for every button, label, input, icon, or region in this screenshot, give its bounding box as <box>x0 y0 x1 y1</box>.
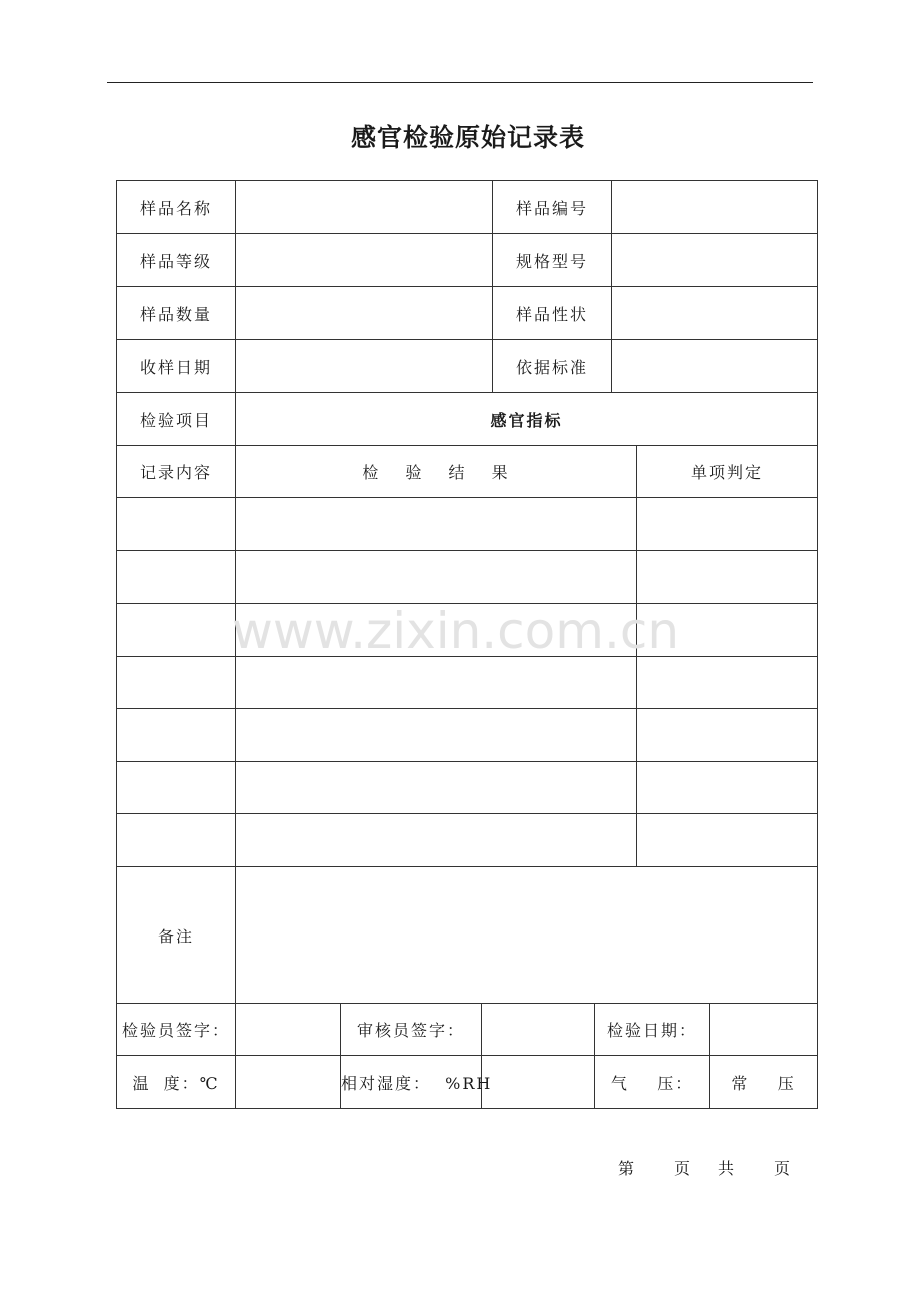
table-row <box>117 814 818 867</box>
page-title: 感官检验原始记录表 <box>350 123 585 152</box>
label-sample-name: 样品名称 <box>117 181 236 234</box>
judgment-cell[interactable] <box>637 709 818 762</box>
row-sample-name <box>117 181 818 234</box>
judgment-cell[interactable] <box>637 657 818 709</box>
footer-page-label: 第 <box>618 1159 635 1178</box>
row-sample-qty <box>117 287 818 340</box>
judgment-cell[interactable] <box>637 604 818 657</box>
label-reviewer-sign: 审核员签字： <box>341 1004 482 1056</box>
header-record-content: 记录内容 <box>117 446 236 498</box>
judgment-cell[interactable] <box>637 814 818 867</box>
judgment-cell[interactable] <box>637 551 818 604</box>
test-result-cell[interactable] <box>236 814 637 867</box>
record-content-cell[interactable] <box>117 814 236 867</box>
page-footer <box>618 1156 790 1179</box>
value-inspector-sign[interactable] <box>236 1004 341 1056</box>
header-test-result: 检 验 结 果 <box>236 446 637 498</box>
test-result-cell[interactable] <box>236 498 637 551</box>
value-reviewer-sign[interactable] <box>482 1004 595 1056</box>
label-spec-model: 规格型号 <box>493 234 612 287</box>
row-remarks <box>117 867 818 1004</box>
record-content-cell[interactable] <box>117 498 236 551</box>
record-content-cell[interactable] <box>117 709 236 762</box>
value-normal-pressure: 常 压 <box>710 1056 818 1109</box>
footer-total-unit: 页 <box>774 1159 791 1178</box>
top-rule <box>107 82 813 83</box>
record-content-cell[interactable] <box>117 604 236 657</box>
header-item-judgment: 单项判定 <box>637 446 818 498</box>
judgment-cell[interactable] <box>637 762 818 814</box>
record-content-cell[interactable] <box>117 657 236 709</box>
value-sample-state[interactable] <box>612 287 818 340</box>
value-humidity[interactable] <box>482 1056 595 1109</box>
label-basis-standard: 依据标准 <box>493 340 612 393</box>
record-table <box>116 180 818 1109</box>
label-humidity: 相对湿度： %RH <box>341 1056 482 1109</box>
value-basis-standard[interactable] <box>612 340 818 393</box>
value-sample-qty[interactable] <box>236 287 493 340</box>
table-row <box>117 498 818 551</box>
value-sample-grade[interactable] <box>236 234 493 287</box>
judgment-cell[interactable] <box>637 498 818 551</box>
record-content-cell[interactable] <box>117 762 236 814</box>
label-receive-date: 收样日期 <box>117 340 236 393</box>
table-row <box>117 604 818 657</box>
label-inspector-sign: 检验员签字： <box>117 1004 236 1056</box>
test-result-cell[interactable] <box>236 551 637 604</box>
value-temperature[interactable] <box>236 1056 341 1109</box>
label-sample-state: 样品性状 <box>493 287 612 340</box>
table-row <box>117 551 818 604</box>
table-row <box>117 762 818 814</box>
row-test-item <box>117 393 818 446</box>
test-result-cell[interactable] <box>236 762 637 814</box>
label-sample-no: 样品编号 <box>493 181 612 234</box>
row-column-headers <box>117 446 818 498</box>
label-test-date: 检验日期： <box>595 1004 710 1056</box>
test-result-cell[interactable] <box>236 604 637 657</box>
label-test-item: 检验项目 <box>117 393 236 446</box>
value-sample-no[interactable] <box>612 181 818 234</box>
value-test-item: 感官指标 <box>236 393 818 446</box>
row-sample-grade <box>117 234 818 287</box>
record-content-cell[interactable] <box>117 551 236 604</box>
row-environment <box>117 1056 818 1109</box>
row-receive-date <box>117 340 818 393</box>
label-sample-qty: 样品数量 <box>117 287 236 340</box>
label-air-pressure: 气 压： <box>595 1056 710 1109</box>
value-test-date[interactable] <box>710 1004 818 1056</box>
footer-total-label: 共 <box>718 1159 735 1178</box>
value-receive-date[interactable] <box>236 340 493 393</box>
label-remarks: 备注 <box>117 867 236 1004</box>
footer-page-unit: 页 <box>674 1159 691 1178</box>
watermark: www.zixin.com.cn <box>232 602 680 660</box>
table-row <box>117 657 818 709</box>
value-remarks[interactable] <box>236 867 818 1004</box>
row-signatures <box>117 1004 818 1056</box>
value-spec-model[interactable] <box>612 234 818 287</box>
label-temperature: 温 度：℃ <box>117 1056 236 1109</box>
test-result-cell[interactable] <box>236 709 637 762</box>
test-result-cell[interactable] <box>236 657 637 709</box>
value-sample-name[interactable] <box>236 181 493 234</box>
label-sample-grade: 样品等级 <box>117 234 236 287</box>
table-row <box>117 709 818 762</box>
